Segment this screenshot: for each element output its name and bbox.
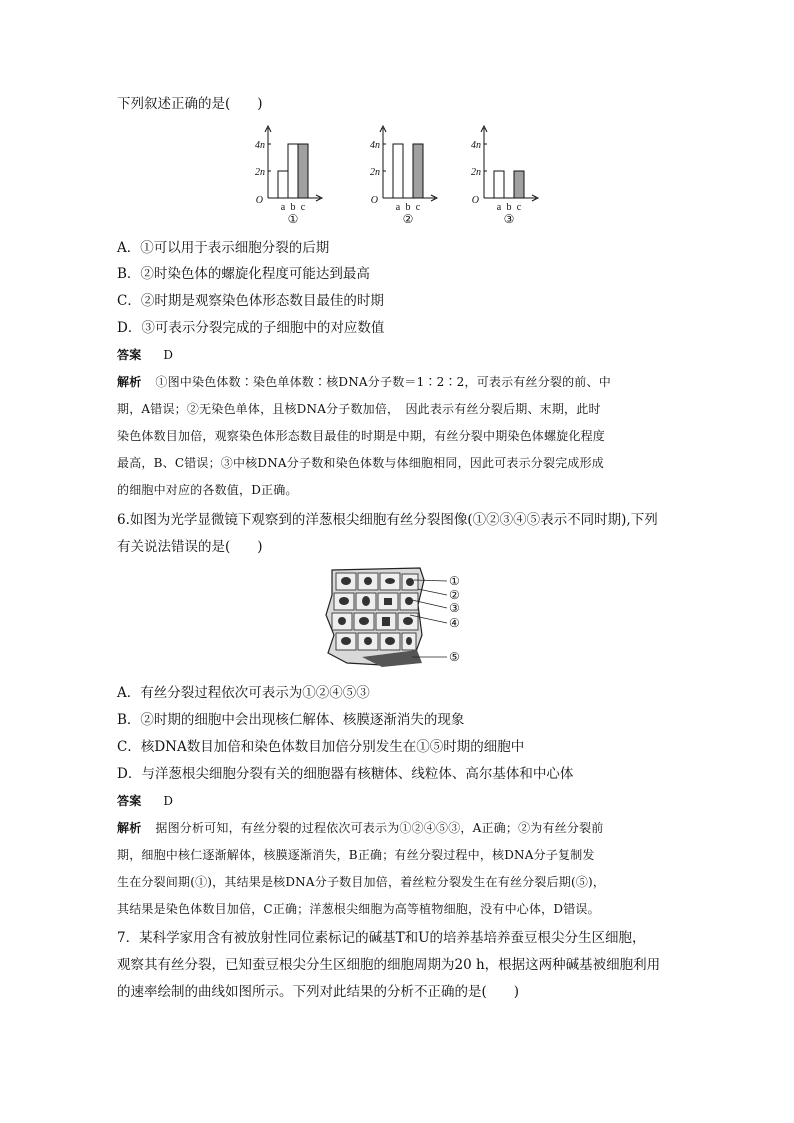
chart1-bar-a bbox=[278, 171, 288, 198]
q5-analysis-line-4: 最高，B、C错误；③中核DNA分子数和染色体数与体细胞相同，因此可表示分裂完成形成 bbox=[117, 456, 604, 470]
q7-stem-line-1: 7．某科学家用含有被放射性同位素标记的碱基T和U的培养基培养蚕豆根尖分生区细胞， bbox=[117, 930, 646, 946]
q5-stem: 下列叙述正确的是( ) bbox=[117, 96, 263, 112]
chart3-tick-label-1: 4n bbox=[471, 140, 481, 151]
q7-stem-line-3: 的速率绘制的曲线如图所示。下列对此结果的分析不正确的是( ) bbox=[117, 984, 520, 1000]
chart3-xlabel-c: c bbox=[516, 202, 522, 213]
figure-label-2: ② bbox=[449, 588, 460, 602]
q5-analysis-line-5: 的细胞中对应的各数值，D正确。 bbox=[117, 483, 298, 497]
q6-stem-line-1: 6.如图为光学显微镜下观察到的洋葱根尖细胞有丝分裂图像(①②③④⑤表示不同时期),下列 bbox=[117, 512, 658, 528]
chart1-bar-b bbox=[288, 144, 298, 198]
chart2-tick-label-1: 4n bbox=[370, 140, 380, 151]
chart1-origin: O bbox=[255, 195, 263, 206]
q5-analysis-line-3: 染色体数目加倍，观察染色体形态数目最佳的时期是中期，有丝分裂中期染色体螺旋化程度 bbox=[117, 429, 606, 443]
chart2-tick-label-2: 2n bbox=[370, 167, 380, 178]
q6-option-d: D．与洋葱根尖细胞分裂有关的细胞器有核糖体、线粒体、高尔基体和中心体 bbox=[117, 766, 574, 782]
q6-analysis-label: 解析 bbox=[117, 821, 142, 835]
q6-stem-line-2: 有关说法错误的是( ) bbox=[117, 539, 263, 555]
figure-label-1: ① bbox=[449, 574, 460, 588]
q6-option-c: C．核DNA数目加倍和染色体数目加倍分别发生在①⑤时期的细胞中 bbox=[117, 739, 525, 755]
chart1-xlabel-c: c bbox=[300, 202, 306, 213]
onion-root-tip-micrograph bbox=[322, 565, 492, 670]
chart1-xlabel-b: b bbox=[290, 202, 296, 213]
chart2-bar-a bbox=[393, 144, 403, 198]
chart3-bar-c bbox=[514, 171, 524, 198]
q6-analysis-line-4: 其结果是染色体数目加倍，C正确；洋葱根尖细胞为高等植物细胞，没有中心体，D错误。 bbox=[117, 902, 600, 916]
q6-option-b: B．②时期的细胞中会出现核仁解体、核膜逐渐消失的现象 bbox=[117, 712, 465, 728]
q6-analysis-line-2: 期，细胞中核仁逐渐解体，核膜逐渐消失，B正确；有丝分裂过程中，核DNA分子复制发 bbox=[117, 848, 595, 862]
figure-label-5: ⑤ bbox=[449, 650, 460, 664]
q6-answer-value: D bbox=[163, 794, 174, 808]
chart2-origin: O bbox=[370, 195, 378, 206]
q5-analysis-label: 解析 bbox=[117, 375, 142, 389]
chart1-tick-label-2: 2n bbox=[255, 167, 265, 178]
q7-stem-line-2: 观察其有丝分裂，已知蚕豆根尖分生区细胞的细胞周期为20 h，根据这两种碱基被细胞利用 bbox=[117, 957, 661, 973]
chart2-label: ② bbox=[402, 212, 414, 226]
q5-answer-value: D bbox=[163, 348, 174, 362]
q6-option-a: A．有丝分裂过程依次可表示为①②④⑤③ bbox=[117, 685, 370, 701]
q5-analysis-line-2: 期，A错误；②无染色单体，且核DNA分子数加倍， 因此表示有丝分裂后期、末期，此时 bbox=[117, 402, 601, 416]
chart2-bar-c bbox=[413, 144, 423, 198]
figure-label-3: ③ bbox=[449, 601, 460, 615]
chart3-label: ③ bbox=[503, 212, 515, 226]
q5-option-a: A．①可以用于表示细胞分裂的后期 bbox=[117, 240, 330, 256]
q6-answer-row bbox=[117, 793, 173, 810]
chart1-tick-label-1: 4n bbox=[255, 140, 265, 151]
chart1-label: ① bbox=[287, 212, 299, 226]
q5-analysis-line-1: 解析 ①图中染色体数∶染色单体数∶核DNA分子数＝1∶2∶2，可表示有丝分裂的前、中 bbox=[117, 375, 611, 389]
chart2-xlabel-b: b bbox=[405, 202, 411, 213]
chart3-tick-label-2: 2n bbox=[471, 167, 481, 178]
chart3-bar-a bbox=[494, 171, 504, 198]
chart2-xlabel-a: a bbox=[395, 202, 401, 213]
chart3-origin: O bbox=[471, 195, 479, 206]
chart2-xlabel-c: c bbox=[415, 202, 421, 213]
q6-analysis-line-1: 解析 据图分析可知，有丝分裂的过程依次可表示为①②④⑤③，A正确；②为有丝分裂前 bbox=[117, 821, 604, 835]
chart1-xlabel-a: a bbox=[280, 202, 286, 213]
chart3-xlabel-b: b bbox=[506, 202, 512, 213]
q5-answer-label: 答案 bbox=[117, 348, 142, 362]
q5-option-b: B．②时染色体的螺旋化程度可能达到最高 bbox=[117, 266, 370, 282]
q6-analysis-line-3: 生在分裂间期(①)，其结果是核DNA分子数目加倍，着丝粒分裂发生在有丝分裂后期(⑤)， bbox=[117, 875, 606, 889]
q6-answer-label: 答案 bbox=[117, 794, 142, 808]
figure-label-4: ④ bbox=[449, 616, 460, 630]
chart3-xlabel-a: a bbox=[496, 202, 502, 213]
q5-option-d: D．③可表示分裂完成的子细胞中的对应数值 bbox=[117, 320, 385, 336]
q5-answer-row bbox=[117, 347, 173, 364]
chart1-bar-c bbox=[298, 144, 308, 198]
q5-option-c: C．②时期是观察染色体形态数目最佳的时期 bbox=[117, 293, 384, 309]
